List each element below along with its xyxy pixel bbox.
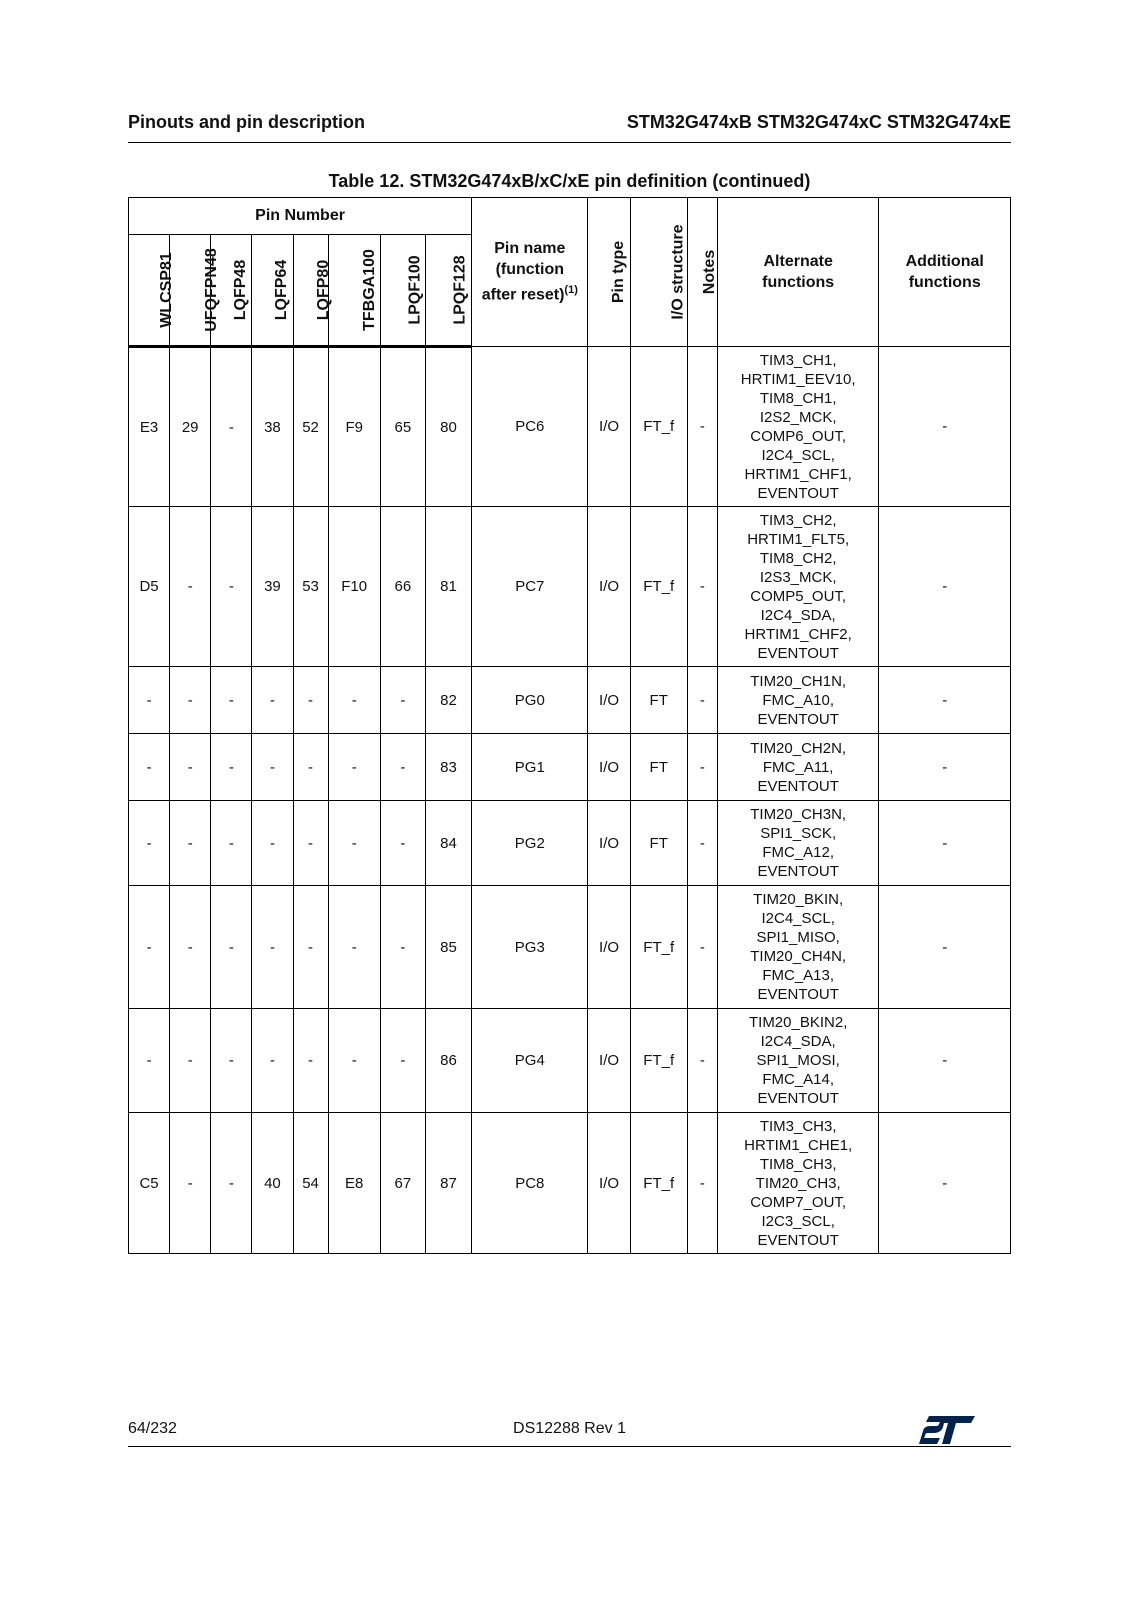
pin-lqfp48: - xyxy=(211,507,252,667)
pin-lqfp64: - xyxy=(252,734,293,801)
alternate-function: TIM8_CH1, xyxy=(759,389,837,407)
notes: - xyxy=(687,1009,717,1113)
pin-lqfp64: - xyxy=(252,1009,293,1113)
alternate-function: EVENTOUT xyxy=(757,1231,839,1249)
pin-name: PG4 xyxy=(472,1009,588,1113)
additional-functions: - xyxy=(879,507,1011,667)
pin-type: I/O xyxy=(588,1113,630,1254)
alternate-function: EVENTOUT xyxy=(757,484,839,502)
alternate-function: TIM20_BKIN, xyxy=(753,891,844,908)
pin-type: I/O xyxy=(588,886,630,1009)
pin-lpqf100: - xyxy=(380,801,425,886)
io-structure-header: I/O structure xyxy=(630,198,687,347)
alternate-function: COMP5_OUT, xyxy=(750,587,847,605)
alternate-function: HRTIM1_FLT5, xyxy=(747,530,850,548)
pin-wlcsp81: - xyxy=(129,734,170,801)
pin-name: PG1 xyxy=(472,734,588,801)
io-structure: FT xyxy=(630,667,687,734)
pin-lpqf128: 82 xyxy=(425,667,471,734)
section-title: Pinouts and pin description xyxy=(128,112,366,132)
io-structure: FT xyxy=(630,801,687,886)
footnote-marker: (1) xyxy=(564,284,578,297)
pin-lpqf128: 83 xyxy=(425,734,471,801)
alternate-function: EVENTOUT xyxy=(757,863,839,880)
pin-wlcsp81: - xyxy=(129,886,170,1009)
additional-functions: - xyxy=(879,1009,1011,1113)
pin-wlcsp81: C5 xyxy=(129,1113,170,1254)
pin-lqfp48: - xyxy=(211,1113,252,1254)
alternate-function: FMC_A11, xyxy=(762,758,834,776)
io-structure: FT xyxy=(630,734,687,801)
pin-name: PG0 xyxy=(472,667,588,734)
alternate-function: HRTIM1_CHE1, xyxy=(744,1136,853,1154)
package-header-wlcsp81: WLCSP81 xyxy=(129,235,170,347)
pin-ufqfpn48: - xyxy=(170,886,211,1009)
pin-tfbga100: F10 xyxy=(328,507,380,667)
pin-ufqfpn48: - xyxy=(170,734,211,801)
pin-tfbga100: E8 xyxy=(328,1113,380,1254)
alternate-function: FMC_A14, xyxy=(762,1071,835,1088)
table-row xyxy=(129,886,1011,1009)
notes: - xyxy=(687,507,717,667)
notes: - xyxy=(687,734,717,801)
pin-lqfp48: - xyxy=(211,1009,252,1113)
package-header-lqfp48: LQFP48 xyxy=(211,235,252,347)
alternate-functions xyxy=(717,801,879,886)
pin-wlcsp81: D5 xyxy=(129,507,170,667)
alternate-function: TIM3_CH2, xyxy=(759,511,837,529)
alternate-function: HRTIM1_CHF2, xyxy=(744,625,852,643)
alternate-function: EVENTOUT xyxy=(757,644,839,662)
alternate-function: I2C4_SDA, xyxy=(760,606,836,624)
table-row xyxy=(129,507,1011,667)
alternate-functions xyxy=(717,667,879,734)
table-row xyxy=(129,347,1011,507)
table-caption: Table 12. STM32G474xB/xC/xE pin definition (continued) xyxy=(328,171,811,191)
pin-number-group-header: Pin Number xyxy=(129,198,472,235)
pin-tfbga100: F9 xyxy=(328,347,380,507)
pin-lqfp64: 39 xyxy=(252,507,293,667)
pin-lqfp64: - xyxy=(252,801,293,886)
pin-name: PG2 xyxy=(472,801,588,886)
pin-lpqf100: - xyxy=(380,886,425,1009)
io-structure: FT_f xyxy=(630,1113,687,1254)
pin-lpqf100: - xyxy=(380,734,425,801)
pin-lqfp48: - xyxy=(211,886,252,1009)
document-id: DS12288 Rev 1 xyxy=(513,1420,626,1437)
pin-tfbga100: - xyxy=(328,886,380,1009)
alternate-function: SPI1_SCK, xyxy=(760,825,837,842)
pin-wlcsp81: - xyxy=(129,667,170,734)
alternate-function: EVENTOUT xyxy=(757,1090,839,1107)
alternate-function: COMP6_OUT, xyxy=(750,427,847,445)
io-structure: FT_f xyxy=(630,886,687,1009)
pin-lqfp48: - xyxy=(211,667,252,734)
pin-lqfp80: 53 xyxy=(293,507,328,667)
package-header-lqfp64: LQFP64 xyxy=(252,235,293,347)
pin-lqfp64: 40 xyxy=(252,1113,293,1254)
pin-definition-table xyxy=(128,197,1011,1254)
pin-lpqf100: 65 xyxy=(380,347,425,507)
pin-tfbga100: - xyxy=(328,801,380,886)
alternate-functions-header: Alternate functions xyxy=(717,198,879,347)
page-number: 64/232 xyxy=(128,1420,177,1437)
pin-lqfp64: 38 xyxy=(252,347,293,507)
alternate-function: TIM20_CH2N, xyxy=(750,739,847,757)
pin-lqfp64: - xyxy=(252,667,293,734)
pin-lpqf100: - xyxy=(380,1009,425,1113)
pin-lpqf128: 85 xyxy=(425,886,471,1009)
pin-wlcsp81: - xyxy=(129,1009,170,1113)
pin-lqfp64: - xyxy=(252,886,293,1009)
alternate-function: I2C4_SDA, xyxy=(760,1033,836,1050)
alternate-function: SPI1_MISO, xyxy=(756,929,840,946)
table-row xyxy=(129,1009,1011,1113)
table-row xyxy=(129,734,1011,801)
alternate-function: TIM8_CH3, xyxy=(759,1155,837,1173)
pin-ufqfpn48: 29 xyxy=(170,347,211,507)
notes: - xyxy=(687,667,717,734)
additional-functions: - xyxy=(879,667,1011,734)
alternate-function: HRTIM1_EEV10, xyxy=(740,370,856,388)
alternate-function: I2C4_SCL, xyxy=(761,446,835,464)
notes-header: Notes xyxy=(687,198,717,347)
alternate-function: EVENTOUT xyxy=(757,777,839,795)
table-row xyxy=(129,667,1011,734)
alternate-function: EVENTOUT xyxy=(757,986,839,1003)
alternate-function: I2C4_SCL, xyxy=(761,910,835,927)
io-structure: FT_f xyxy=(630,347,687,507)
pin-tfbga100: - xyxy=(328,1009,380,1113)
page-footer xyxy=(128,1418,1011,1447)
alternate-function: I2S2_MCK, xyxy=(759,408,837,426)
alternate-function: TIM3_CH1, xyxy=(759,351,837,369)
package-header-lpqf100: LPQF100 xyxy=(380,235,425,347)
pin-lqfp80: - xyxy=(293,1009,328,1113)
st-logo-icon xyxy=(919,1414,977,1446)
page-header xyxy=(128,108,1011,143)
alternate-function: FMC_A12, xyxy=(762,844,835,861)
pin-lqfp80: 54 xyxy=(293,1113,328,1254)
pin-ufqfpn48: - xyxy=(170,507,211,667)
pin-ufqfpn48: - xyxy=(170,1009,211,1113)
package-header-lpqf128: LPQF128 xyxy=(425,235,471,347)
pin-name: PC8 xyxy=(472,1113,588,1254)
alternate-functions xyxy=(717,1113,879,1254)
alternate-function: FMC_A10, xyxy=(762,691,835,709)
notes: - xyxy=(687,1113,717,1254)
pin-lqfp80: 52 xyxy=(293,347,328,507)
io-structure: FT_f xyxy=(630,1009,687,1113)
pin-lqfp80: - xyxy=(293,734,328,801)
pin-lpqf128: 80 xyxy=(425,347,471,507)
alternate-functions xyxy=(717,507,879,667)
additional-functions-header: Additional functions xyxy=(879,198,1011,347)
pin-tfbga100: - xyxy=(328,734,380,801)
pin-name: PG3 xyxy=(472,886,588,1009)
pin-lqfp80: - xyxy=(293,667,328,734)
pin-lqfp48: - xyxy=(211,801,252,886)
pin-wlcsp81: - xyxy=(129,801,170,886)
pin-type: I/O xyxy=(588,801,630,886)
alternate-functions xyxy=(717,347,879,507)
pin-type: I/O xyxy=(588,1009,630,1113)
io-structure: FT_f xyxy=(630,507,687,667)
alternate-functions xyxy=(717,1009,879,1113)
pin-lpqf128: 86 xyxy=(425,1009,471,1113)
alternate-function: TIM20_CH3, xyxy=(755,1174,841,1192)
notes: - xyxy=(687,347,717,507)
additional-functions: - xyxy=(879,347,1011,507)
table-row xyxy=(129,801,1011,886)
package-header-lqfp80: LQFP80 xyxy=(293,235,328,347)
additional-functions: - xyxy=(879,1113,1011,1254)
additional-functions: - xyxy=(879,886,1011,1009)
pin-name-header-line3: after reset) xyxy=(481,286,565,304)
alternate-function: HRTIM1_CHF1, xyxy=(744,465,852,483)
pin-lpqf100: - xyxy=(380,667,425,734)
pin-lpqf128: 81 xyxy=(425,507,471,667)
alternate-functions xyxy=(717,886,879,1009)
package-header-ufqfpn48: UFQFPN48 xyxy=(170,235,211,347)
alternate-function: TIM20_BKIN2, xyxy=(748,1014,848,1031)
pin-wlcsp81: E3 xyxy=(129,347,170,507)
pin-name-header-line2: (function xyxy=(495,261,564,279)
alternate-function: TIM3_CH3, xyxy=(759,1117,837,1135)
notes: - xyxy=(687,886,717,1009)
pin-type: I/O xyxy=(588,667,630,734)
notes: - xyxy=(687,801,717,886)
pin-name: PC6 xyxy=(472,347,588,507)
additional-functions: - xyxy=(879,734,1011,801)
alternate-function: I2C3_SCL, xyxy=(761,1212,835,1230)
pin-ufqfpn48: - xyxy=(170,1113,211,1254)
pin-lqfp48: - xyxy=(211,347,252,507)
alternate-function: EVENTOUT xyxy=(757,710,839,728)
table-row xyxy=(129,1113,1011,1254)
pin-type-header: Pin type xyxy=(588,198,630,347)
pin-lpqf100: 66 xyxy=(380,507,425,667)
alternate-function: TIM20_CH4N, xyxy=(750,948,847,965)
pin-lqfp80: - xyxy=(293,801,328,886)
pin-name: PC7 xyxy=(472,507,588,667)
alternate-function: I2S3_MCK, xyxy=(759,568,837,586)
additional-functions: - xyxy=(879,801,1011,886)
pin-lpqf128: 84 xyxy=(425,801,471,886)
pin-rows xyxy=(129,347,1011,1254)
alternate-function: FMC_A13, xyxy=(762,967,835,984)
pin-lqfp80: - xyxy=(293,886,328,1009)
pin-ufqfpn48: - xyxy=(170,801,211,886)
pin-lpqf100: 67 xyxy=(380,1113,425,1254)
alternate-function: TIM8_CH2, xyxy=(759,549,837,567)
alternate-function: SPI1_MOSI, xyxy=(756,1052,840,1069)
product-title: STM32G474xB STM32G474xC STM32G474xE xyxy=(626,112,1011,132)
alternate-function: TIM20_CH3N, xyxy=(750,806,847,823)
pin-type: I/O xyxy=(588,347,630,507)
pin-type: I/O xyxy=(588,734,630,801)
pin-type: I/O xyxy=(588,507,630,667)
pin-ufqfpn48: - xyxy=(170,667,211,734)
pin-tfbga100: - xyxy=(328,667,380,734)
alternate-functions xyxy=(717,734,879,801)
package-header-tfbga100: TFBGA100 xyxy=(328,235,380,347)
pin-lqfp48: - xyxy=(211,734,252,801)
pin-name-header-line1: Pin name xyxy=(494,240,566,258)
pin-lpqf128: 87 xyxy=(425,1113,471,1254)
alternate-function: COMP7_OUT, xyxy=(750,1193,847,1211)
pin-name-header xyxy=(472,198,588,347)
alternate-function: TIM20_CH1N, xyxy=(750,672,847,690)
